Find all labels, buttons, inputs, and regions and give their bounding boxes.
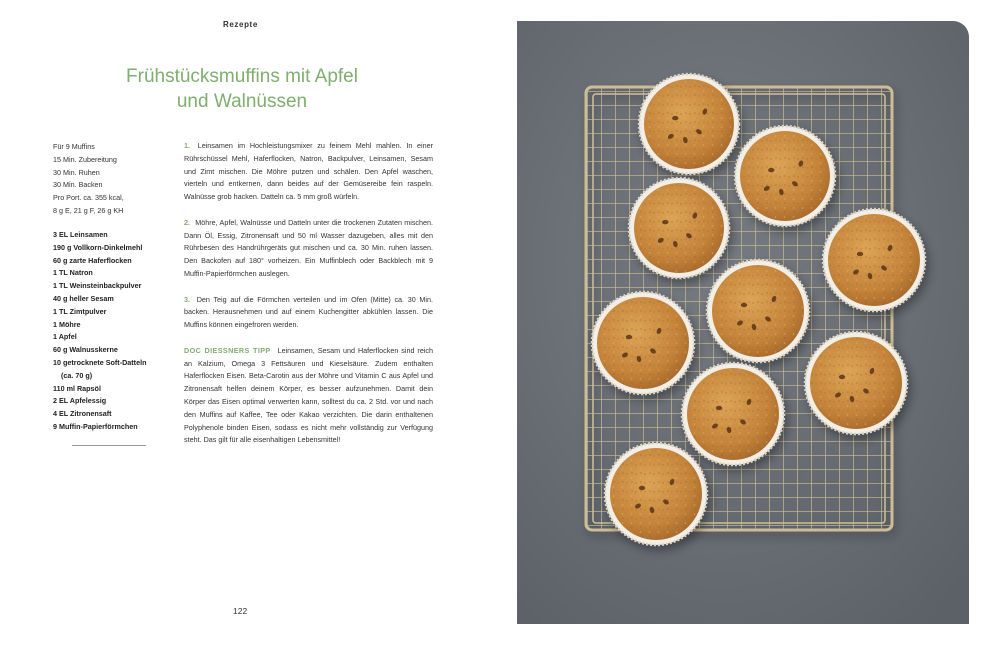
ingredient-item: 1 TL Weinsteinbackpulver xyxy=(53,281,142,291)
ingredient-item: 40 g heller Sesam xyxy=(53,293,114,303)
recipe-meta xyxy=(53,141,168,218)
muffin xyxy=(707,260,809,362)
muffin xyxy=(735,126,835,226)
ingredient-item: 1 Möhre xyxy=(53,319,81,329)
page-number: 122 xyxy=(233,606,248,616)
step-number: 1. xyxy=(184,141,190,150)
muffin xyxy=(605,443,707,545)
running-head: Rezepte xyxy=(223,20,258,29)
ingredient-item: 1 TL Zimtpulver xyxy=(53,306,107,316)
meta-calories: Pro Port. ca. 355 kcal, xyxy=(53,193,124,203)
step-number: 3. xyxy=(184,294,190,304)
ingredient-item: 190 g Vollkorn-Dinkelmehl xyxy=(53,242,143,252)
ingredient-item: 110 ml Rapsöl xyxy=(53,383,101,393)
ingredient-item-note: (ca. 70 g) xyxy=(61,370,93,380)
step-text: Möhre, Apfel, Walnüsse und Datteln unter die trockenen Zutaten mischen. Dann Öl, Essig, Zitronensaft und 50 ml Wasser dazugeben, alles mit den Rührbesen des Handrührgeräts gut mischen und ca. 30 Min. ruhen lassen. Den Backofen auf 180° vorheizen. Ein Muffinblech oder Backblech mit 9 Muffin-Papierförmchen auslegen. xyxy=(184,217,433,278)
ingredient-item: 3 EL Leinsamen xyxy=(53,230,108,239)
meta-yield: Für 9 Muffins xyxy=(53,142,95,151)
muffins-on-rack-illustration xyxy=(517,21,969,624)
muffin xyxy=(629,178,729,278)
recipe-title-line-2: und Walnüssen xyxy=(176,91,308,112)
step-text: Den Teig auf die Förmchen verteilen und im Ofen (Mitte) ca. 30 Min. backen. Herausnehmen und auf einem Kuchengitter abkühlen lassen. Die Muffins können eingefroren werden. xyxy=(184,294,433,330)
ingredient-list xyxy=(53,229,171,434)
ingredient-item: 10 getrocknete Soft-Datteln xyxy=(53,357,147,367)
muffin xyxy=(639,74,739,174)
ingredient-item: 60 g zarte Haferflocken xyxy=(53,255,132,265)
tip-label: DOC DIESSNERS TIPP xyxy=(184,345,271,355)
meta-prep-time: 15 Min. Zubereitung xyxy=(53,154,117,164)
ingredient-divider xyxy=(72,445,146,446)
ingredient-item: 1 TL Natron xyxy=(53,268,93,278)
muffins-photo xyxy=(517,21,969,624)
recipe-title xyxy=(92,64,392,114)
instructions xyxy=(184,140,433,447)
ingredient-item: 1 Apfel xyxy=(53,332,77,342)
instruction-step-3 xyxy=(184,294,433,332)
doctor-tip xyxy=(184,345,433,447)
instruction-step-1 xyxy=(184,140,433,204)
muffin xyxy=(823,209,925,311)
step-text: Leinsamen im Hochleistungsmixer zu feinem Mehl mahlen. In einer Rührschüssel Mehl, Haferflocken, Natron, Backpulver, Leinsamen, Sesam und Zimt mischen. Die Möhre putzen und schälen. Den Apfel waschen, vierteln und entkernen, dann beides auf der Gemüsereibe fein raspeln. Walnüsse grob hacken. Datteln ca. 5 mm groß würfeln. xyxy=(184,141,433,202)
ingredient-item: 4 EL Zitronensaft xyxy=(53,409,112,419)
ingredient-item: 60 g Walnusskerne xyxy=(53,345,118,355)
muffin xyxy=(592,292,694,394)
meta-bake-time: 30 Min. Backen xyxy=(53,180,103,190)
recipe-title-line-1: Frühstücksmuffins mit Apfel xyxy=(126,66,358,87)
meta-rest-time: 30 Min. Ruhen xyxy=(53,167,100,177)
ingredient-item: 2 EL Apfelessig xyxy=(53,396,107,406)
instruction-step-2 xyxy=(184,217,433,281)
ingredient-item: 9 Muffin-Papierförmchen xyxy=(53,421,138,431)
step-number: 2. xyxy=(184,217,190,227)
muffin xyxy=(682,363,784,465)
tip-text: Leinsamen, Sesam und Haferflocken sind reich an Kalzium, Omega 3 Fettsäuren und Kieselsäure. Zudem enthalten Haferflocken Eisen. Beta-Carotin aus der Möhre und Vitamin C aus Apfel und Zitronensaft helfen deinem Körper, es besser aufzunehmen. Damit dein Körper das Eisen optimal verwerten kann, solltest du ca. 2 Std. vor und nach den Muffins auf Kaffee, Tee oder Kakao verzichten. Die darin enthaltenen Polyphenole binden Eisen, sodass es nicht mehr vollständig zur Verfügung steht. Das gilt für alle eisenhaltigen Lebensmittel! xyxy=(184,345,434,445)
meta-macros: 8 g E, 21 g F, 26 g KH xyxy=(53,205,124,215)
muffin xyxy=(805,332,907,434)
